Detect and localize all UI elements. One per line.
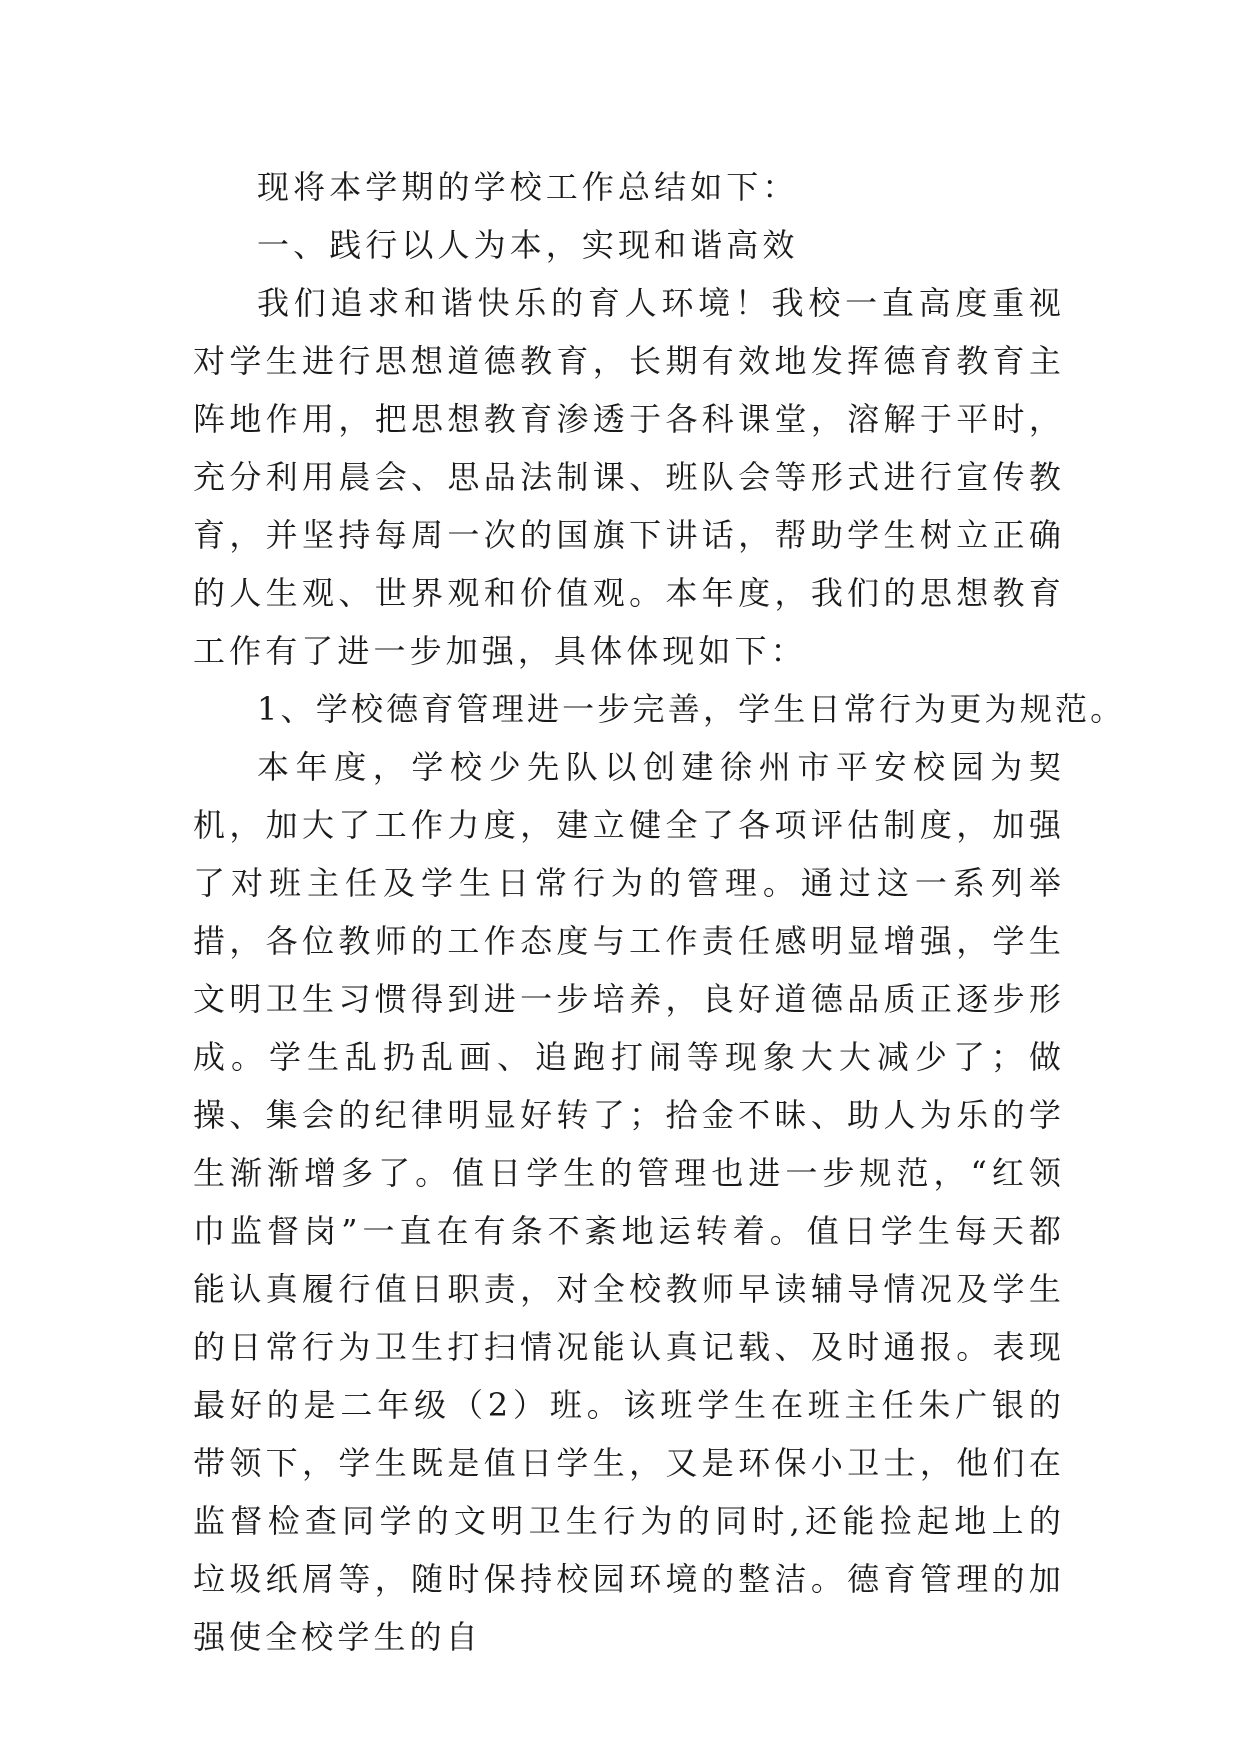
document-body (193, 158, 1126, 1666)
section-heading: 一、践行以人为本，实现和谐高效 (257, 226, 799, 264)
subsection-heading: 1、学校德育管理进一步完善，学生日常行为更为规范。 (257, 690, 1126, 728)
paragraph-management: 本年度，学校少先队以创建徐州市平安校园为契机，加大了工作力度，建立健全了各项评估制度，加强了对班主任及学生日常行为的管理。通过这一系列举措，各位教师的工作态度与工作责任感明显增强，学生文明卫生习惯得到进一步培养，良好道德品质正逐步形成。学生乱扔乱画、追跑打闹等现象大大减少了；做操、集会的纪律明显好转了；拾金不昧、助人为乐的学生渐渐增多了。值日学生的管理也进一步规范，“红领巾监督岗”一直在有条不紊地运转着。值日学生每天都能认真履行值日职责，对全校教师早读辅导情况及学生的日常行为卫生打扫情况能认真记载、及时通报。表现最好的是二年级（2）班。该班学生在班主任朱广银的带领下，学生既是值日学生，又是环保小卫士，他们在监督检查同学的文明卫生行为的同时,还能捡起地上的垃圾纸屑等，随时保持校园环境的整洁。德育管理的加强使全校学生的自 (193, 748, 1065, 1656)
paragraph-intro: 现将本学期的学校工作总结如下： (257, 168, 799, 206)
paragraph-moral-education: 我们追求和谐快乐的育人环境！我校一直高度重视对学生进行思想道德教育，长期有效地发挥德育教育主阵地作用，把思想教育渗透于各科课堂，溶解于平时，充分利用晨会、思品法制课、班队会等形式进行宣传教育，并坚持每周一次的国旗下讲话，帮助学生树立正确的人生观、世界观和价值观。本年度，我们的思想教育工作有了进一步加强，具体体现如下： (193, 284, 1065, 670)
